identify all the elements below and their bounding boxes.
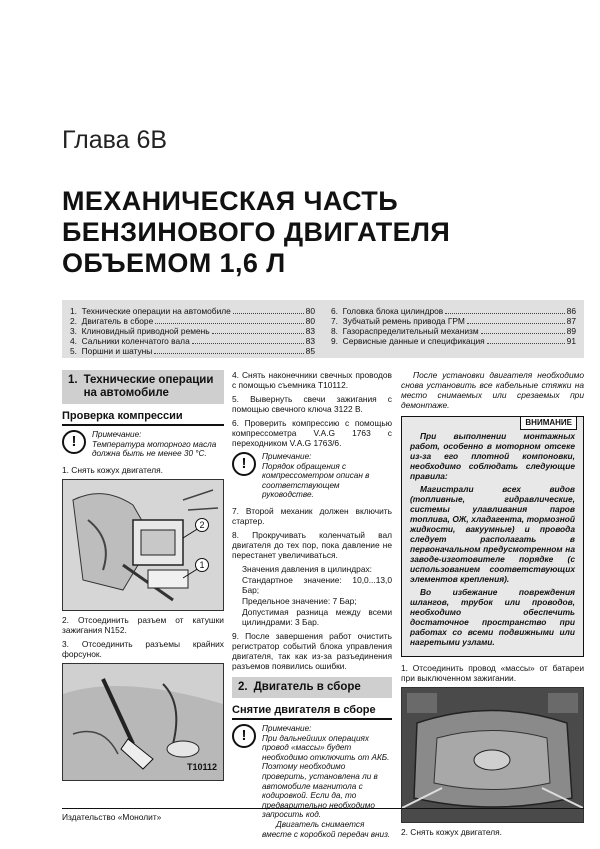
toc-item[interactable]: 9. Сервисные данные и спецификация 91 bbox=[331, 336, 576, 346]
warning-box: ВНИМАНИЕ При выполнении монтажных работ, особенно в моторном отсеке из-за его плотной компоновки, необходимо соблюдать следующие правила: Магистрали всех видов (топливные, гидравлические, системы улавливания паров топлива, ОЖ, хладагента, тормозной жидкости, вакуумные) и провода следует располагать в первоначальном предусмотренном на заводе-изготовителе порядке (с использованием соответствующих элементов крепления). Во избежание повреждения шлангов, трубок или проводов, необходимо обеспечить достаточное пространство при работах со всеми подвижными или нагретыми узлами. bbox=[401, 416, 584, 657]
toc-column-right bbox=[331, 306, 576, 352]
values-heading: Значения давления в цилиндрах: bbox=[242, 563, 373, 574]
subsection-compression-check: Проверка компрессии bbox=[62, 410, 224, 426]
toc-column-left bbox=[70, 306, 315, 356]
callout-2: 2 bbox=[195, 518, 209, 532]
publisher-footer: Издательство «Монолит» bbox=[62, 808, 584, 822]
note: ! Примечание: При дальнейших операциях провод «массы» будет необходимо отключить от АКБ. Поэтому необходимо проверить, установлена ли в автомобиле магнитола с кодировкой. Если да, то предварительно необходимо запросить код. Двигатель снимается вместе с коробкой передач вниз. bbox=[232, 724, 392, 839]
note-icon: ! bbox=[232, 724, 256, 748]
note: ! Примечание: Порядок обращения с компрессометром описан в соответствующем руководстве. bbox=[232, 452, 392, 500]
step-text: 8. Прокручивать коленчатый вал двигателя до тех пор, пока давление не перестанет увеличиваться. bbox=[232, 529, 392, 560]
callout-1: 1 bbox=[195, 558, 209, 572]
section-2-heading: 2. Двигатель в сборе bbox=[232, 677, 392, 698]
step-text: 4. Снять наконечники свечных проводов с помощью съемника Т10112. bbox=[232, 370, 392, 390]
figure-ignition-coil bbox=[62, 479, 224, 611]
chapter-label: Глава 6B bbox=[62, 126, 168, 154]
toc-item[interactable]: 6. Головка блока цилиндров 86 bbox=[331, 306, 576, 316]
value-standard: Стандартное значение: 10,0...13,0 Бар; bbox=[242, 574, 392, 595]
section-1-heading: 1. Технические операции на автомобиле bbox=[62, 370, 224, 404]
title-line-3: ОБЪЕМОМ 1,6 Л bbox=[62, 248, 286, 278]
subsection-engine-removal: Снятие двигателя в сборе bbox=[232, 704, 392, 720]
value-difference: Допустимая разница между всеми цилиндрами: 3 Бар. bbox=[242, 606, 392, 627]
title-line-1: МЕХАНИЧЕСКАЯ ЧАСТЬ bbox=[62, 186, 398, 216]
step-text: 2. Отсоединить разъем от катушки зажигания N152. bbox=[62, 614, 224, 635]
toc-item[interactable]: 5. Поршни и шатуны 85 bbox=[70, 346, 315, 356]
figure-puller-tool bbox=[62, 663, 224, 781]
note: ! Примечание: Температура моторного масла должна быть не менее 30 °С. bbox=[62, 430, 224, 459]
step-text: 3. Отсоединить разъемы крайних форсунок. bbox=[62, 638, 224, 659]
column-1 bbox=[62, 370, 224, 785]
title-line-2: БЕНЗИНОВОГО ДВИГАТЕЛЯ bbox=[62, 217, 451, 247]
warning-label: ВНИМАНИЕ bbox=[520, 416, 577, 430]
intro-text: После установки двигателя необходимо снова установить все кабельные стяжки на место снимаемых или срезаемых при демонтаже. bbox=[401, 370, 584, 410]
table-of-contents bbox=[62, 300, 584, 358]
toc-item[interactable]: 2. Двигатель в сборе 80 bbox=[70, 316, 315, 326]
toc-item[interactable]: 1. Технические операции на автомобиле 80 bbox=[70, 306, 315, 316]
note-icon: ! bbox=[62, 430, 86, 454]
chapter-title bbox=[62, 186, 450, 279]
toc-item[interactable]: 8. Газораспределительный механизм 89 bbox=[331, 326, 576, 336]
value-limit: Предельное значение: 7 Бар; bbox=[242, 595, 357, 606]
step-text: 1. Снять кожух двигателя. bbox=[62, 464, 163, 475]
step-text: 1. Отсоединить провод «массы» от батареи при выключенном зажигании. bbox=[401, 663, 584, 683]
step-text: 6. Проверить компрессию с помощью компрессометра V.A.G 1763 с переходником V.A.G 1763/6. bbox=[232, 418, 392, 448]
column-2 bbox=[232, 370, 392, 845]
step-text: 9. После завершения работ очистить регистратор событий блока управления двигателя, так как из-за разъединения разъемов появились ошибки. bbox=[232, 630, 392, 671]
note-icon: ! bbox=[232, 452, 256, 476]
step-text: 5. Вывернуть свечи зажигания с помощью свечного ключа 3122 В. bbox=[232, 394, 392, 414]
toc-item[interactable]: 3. Клиновидный приводной ремень 83 bbox=[70, 326, 315, 336]
step-text: 2. Снять кожух двигателя. bbox=[401, 827, 502, 837]
toc-item[interactable]: 7. Зубчатый ремень привода ГРМ 87 bbox=[331, 316, 576, 326]
toc-item[interactable]: 4. Сальники коленчатого вала 83 bbox=[70, 336, 315, 346]
figure-engine-cover bbox=[401, 687, 584, 823]
column-3 bbox=[401, 370, 584, 841]
step-text: 7. Второй механик должен включить стартер. bbox=[232, 505, 392, 526]
figure-label: T10112 bbox=[186, 761, 217, 772]
